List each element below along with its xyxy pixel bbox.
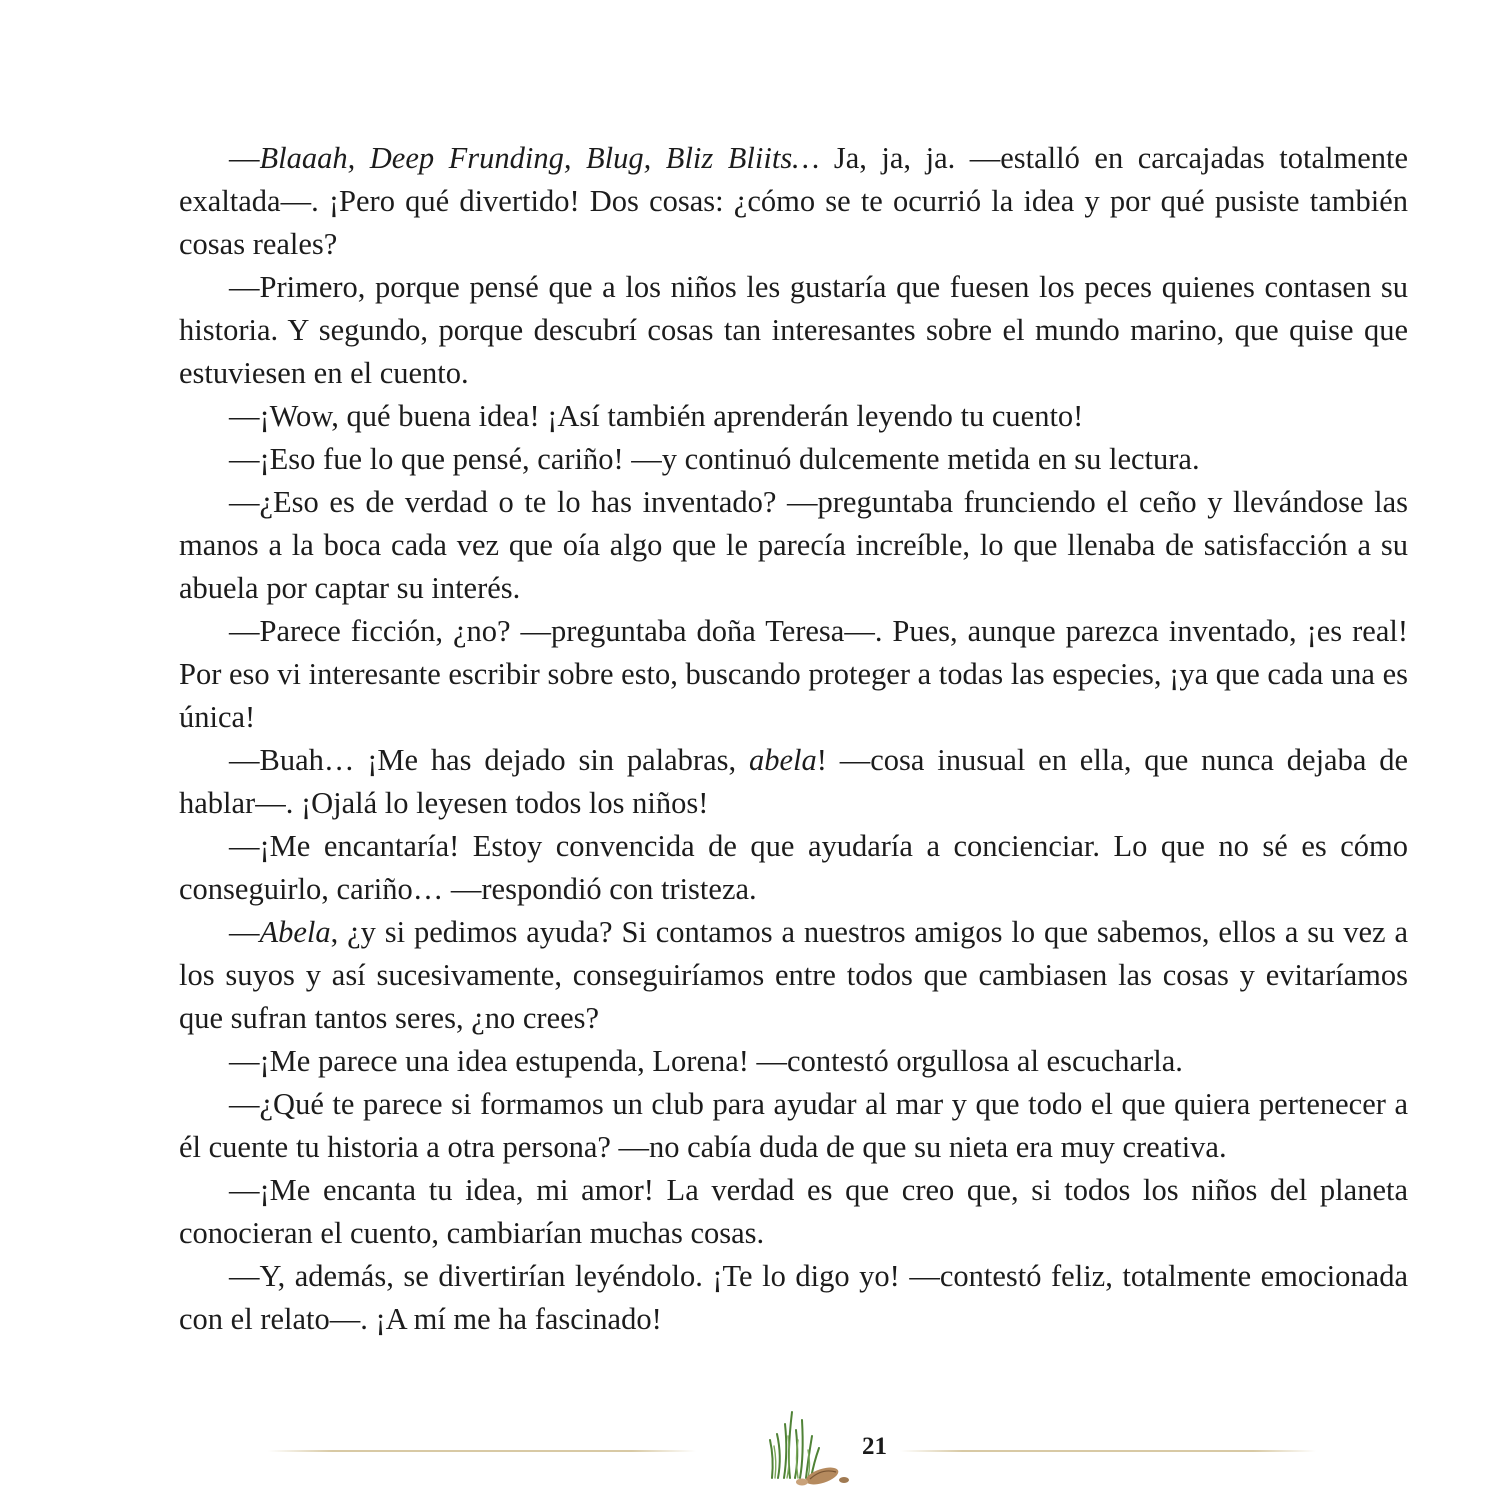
paragraph (179, 911, 1408, 1040)
text-run: —¿Eso es de verdad o te lo has inventado? —preguntaba frunciendo el ceño y llevándose las manos a la boca cada vez que oía algo que le parecía increíble, lo que llenaba de satisfacción a su abuela por captar su interés. (179, 485, 1408, 605)
text-run: —¡Eso fue lo que pensé, cariño! —y continuó dulcemente metida en su lectura. (229, 442, 1200, 476)
paragraph (179, 1255, 1408, 1341)
footer-rule-left (268, 1450, 696, 1452)
text-run: —Primero, porque pensé que a los niños les gustaría que fuesen los peces quienes contasen su historia. Y segundo, porque descubrí cosas tan interesantes sobre el mundo marino, que quise que estuviesen en el cuento. (179, 270, 1408, 390)
page-number: 21 (862, 1433, 887, 1460)
text-run: — (229, 915, 260, 949)
text-run: , ¿y si pedimos ayuda? Si contamos a nuestros amigos lo que sabemos, ellos a su vez a los suyos y así sucesivamente, conseguiríamos entre todos que cambiasen las cosas y evitaríamos que sufran tantos seres, ¿no crees? (179, 915, 1408, 1035)
paragraph (179, 481, 1408, 610)
footer-rule-right (900, 1450, 1316, 1452)
text-run: —¡Me encanta tu idea, mi amor! La verdad es que creo que, si todos los niños del planeta conocieran el cuento, cambiarían muchas cosas. (179, 1173, 1408, 1250)
text-run: —¡Me parece una idea estupenda, Lorena! —contestó orgullosa al escucharla. (229, 1044, 1183, 1078)
paragraph (179, 1083, 1408, 1169)
paragraph (179, 395, 1408, 438)
paragraph (179, 825, 1408, 911)
paragraph (179, 610, 1408, 739)
text-run: Ja, ja, ja. —estalló en carcajadas totalmente exaltada—. ¡Pero qué divertido! Dos cosas: ¿cómo se te ocurrió la idea y por qué pusiste también cosas reales? (179, 141, 1408, 261)
seaweed-shell-icon (764, 1406, 860, 1486)
page-footer (0, 1400, 1500, 1500)
paragraph (179, 1169, 1408, 1255)
story-text (179, 137, 1408, 1341)
paragraph (179, 739, 1408, 825)
paragraph (179, 137, 1408, 266)
italic-text: abela (748, 743, 817, 777)
italic-text: Blaaah, Deep Frunding, Blug, Bliz Bliits… (259, 141, 820, 175)
italic-text: Abela (259, 915, 331, 949)
paragraph (179, 1040, 1408, 1083)
paragraph (179, 438, 1408, 481)
text-run: —Y, además, se divertirían leyéndolo. ¡Te lo digo yo! —contestó feliz, totalmente emocionada con el relato—. ¡A mí me ha fascinado! (179, 1259, 1408, 1336)
text-run: —¿Qué te parece si formamos un club para ayudar al mar y que todo el que quiera pertenecer a él cuente tu historia a otra persona? —no cabía duda de que su nieta era muy creativa. (179, 1087, 1408, 1164)
text-run: ! —cosa inusual en ella, que nunca dejaba de hablar—. ¡Ojalá lo leyesen todos los niños! (179, 743, 1408, 820)
text-run: —¡Wow, qué buena idea! ¡Así también aprenderán leyendo tu cuento! (229, 399, 1084, 433)
text-run: —Parece ficción, ¿no? —preguntaba doña Teresa—. Pues, aunque parezca inventado, ¡es real! Por eso vi interesante escribir sobre esto, buscando proteger a todas las especies, ¡ya que cada una es única! (179, 614, 1408, 734)
text-run: —Buah… ¡Me has dejado sin palabras, (229, 743, 749, 777)
text-run: — (229, 141, 260, 175)
text-run: —¡Me encantaría! Estoy convencida de que ayudaría a concienciar. Lo que no sé es cómo conseguirlo, cariño… —respondió con tristeza. (179, 829, 1408, 906)
paragraph (179, 266, 1408, 395)
